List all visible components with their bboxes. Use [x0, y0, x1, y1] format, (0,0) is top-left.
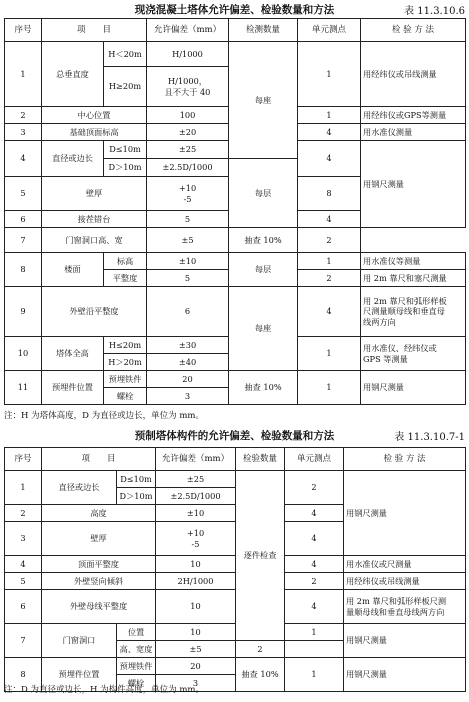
points-value: 4: [298, 124, 361, 141]
deviation-value: ±20: [147, 124, 229, 141]
method-text: 用经纬仪或GPS等测量: [361, 107, 466, 124]
deviation-value: 6: [147, 287, 229, 337]
row-number: 7: [5, 228, 42, 253]
method-text: 用水准仪等测量: [361, 253, 466, 270]
item-label: 顶面平整度: [42, 556, 156, 573]
row-number: 9: [5, 287, 42, 337]
method-text: 用经纬仪或吊线测量: [361, 42, 466, 107]
sub-item-label: 螺栓: [104, 388, 147, 405]
deviation-value: 20: [147, 371, 229, 388]
header-deviation: 允许偏差（mm）: [156, 448, 236, 471]
row-number: 10: [5, 337, 42, 371]
item-label: 预埋件位置: [42, 658, 117, 692]
table1: [4, 18, 466, 405]
sub-item-label: 标高: [104, 253, 147, 270]
sub-item-label: 位置: [117, 624, 156, 641]
points-value: 1: [298, 337, 361, 371]
deviation-line: -5: [183, 193, 192, 204]
sub-item-label: 预埋铁件: [117, 658, 156, 675]
row-number: 2: [5, 505, 42, 522]
sub-item-label: 预埋铁件: [104, 371, 147, 388]
method-line: 用 2m 靠尺和弧形样板尺测: [346, 596, 447, 607]
points-value: 4: [285, 590, 344, 624]
header-method: 检 验 方 法: [344, 448, 466, 471]
points-value: 1: [285, 658, 344, 692]
method-line: GPS 等测量: [363, 353, 408, 364]
quantity-value: 每座: [229, 42, 298, 159]
method-line: 线两方向: [363, 316, 396, 327]
row-number: 11: [5, 371, 42, 405]
table1-title: 现浇混凝土塔体允许偏差、检验数量和方法: [134, 4, 335, 16]
row-number: 4: [5, 141, 42, 177]
item-label: 总垂直度: [42, 42, 104, 107]
row-number: 8: [5, 658, 42, 692]
points-value: 4: [285, 505, 344, 522]
table-row: [5, 228, 466, 253]
row-number: 7: [5, 624, 42, 658]
method-line: 用水准仪、经纬仪或: [363, 343, 437, 354]
points-value: 2: [298, 228, 361, 253]
method-text: 用钢尺测量: [344, 658, 466, 692]
deviation-value: 3: [156, 675, 236, 692]
table1-caption: [0, 2, 469, 18]
method-line: 尺测量顺母线和垂直母: [363, 306, 445, 317]
item-label: 外壁竖向倾斜: [42, 573, 156, 590]
sub-item-label: H＜20m: [104, 42, 147, 67]
deviation-line: H/1000，: [168, 76, 207, 87]
table-row: [5, 371, 466, 388]
quantity-value: 抽查 10%: [229, 371, 298, 405]
header-quantity: 检测数量: [229, 19, 298, 42]
row-number: 2: [5, 107, 42, 124]
deviation-value: ±5: [147, 228, 229, 253]
table1-note: 注：H 为塔体高度，D 为直径或边长，单位为 mm。: [4, 411, 204, 421]
table-row: [5, 42, 466, 67]
points-value: 4: [285, 556, 344, 573]
header-item: 项 目: [42, 448, 156, 471]
table-row: [5, 556, 466, 573]
sub-item-label: D＞10m: [117, 488, 156, 505]
item-label: 外壁沿平整度: [42, 287, 147, 337]
item-label: 壁厚: [42, 522, 156, 556]
deviation-value: 10: [156, 624, 236, 641]
deviation-line: +10: [186, 528, 205, 539]
header-quantity: 检验数量: [236, 448, 285, 471]
table-row: [5, 624, 466, 641]
points-value: 1: [298, 253, 361, 270]
table2: [4, 447, 466, 692]
deviation-value: 5: [147, 211, 229, 228]
method-text: [344, 590, 466, 624]
deviation-value: ±10: [147, 253, 229, 270]
table2-title: 预制塔体构件的允许偏差、检验数量和方法: [134, 430, 335, 442]
row-number: 1: [5, 42, 42, 107]
method-text: 用钢尺测量: [344, 624, 466, 658]
row-number: 5: [5, 177, 42, 211]
header-points: 单元测点: [285, 448, 344, 471]
points-value: 2: [236, 641, 285, 658]
deviation-line: 且不大于 40: [164, 86, 211, 97]
points-value: 8: [298, 177, 361, 211]
sub-item-label: 平整度: [104, 270, 147, 287]
sub-item-label: 螺栓: [117, 675, 156, 692]
deviation-value: 10: [156, 590, 236, 624]
deviation-value: ±25: [156, 471, 236, 488]
method-text: 用水准仪或尺测量: [344, 556, 466, 573]
deviation-value: [147, 67, 229, 107]
item-label: 壁厚: [42, 177, 147, 211]
quantity-value: 抽查 10%: [229, 228, 298, 253]
item-label: 直径或边长: [42, 141, 104, 177]
method-text: 用经纬仪或吊线测量: [344, 573, 466, 590]
row-number: 8: [5, 253, 42, 287]
method-text: 用水准仪测量: [361, 124, 466, 141]
sub-item-label: H≥20m: [104, 67, 147, 107]
deviation-line: +10: [178, 183, 197, 194]
item-label: 楼面: [42, 253, 104, 287]
points-value: 2: [285, 573, 344, 590]
row-number: 3: [5, 522, 42, 556]
header-no: 序号: [5, 19, 42, 42]
deviation-value: H/1000: [147, 42, 229, 67]
row-number: 5: [5, 573, 42, 590]
sub-item-label: D≤10m: [104, 141, 147, 159]
item-label: 外壁母线平整度: [42, 590, 156, 624]
table-row: [5, 658, 466, 675]
item-label: 接茬错台: [42, 211, 147, 228]
table-row: [5, 573, 466, 590]
item-label: 塔体全高: [42, 337, 104, 371]
row-number: 4: [5, 556, 42, 573]
deviation-value: 3: [147, 388, 229, 405]
quantity-value: 每座: [229, 287, 298, 371]
deviation-value: [147, 177, 229, 211]
points-value: 1: [285, 624, 344, 641]
table-row: [5, 287, 466, 337]
sub-item-label: D＞10m: [104, 159, 147, 177]
deviation-value: ±2.5D/1000: [156, 488, 236, 505]
header-points: 单元测点: [298, 19, 361, 42]
deviation-value: 5: [147, 270, 229, 287]
deviation-value: ±2.5D/1000: [147, 159, 229, 177]
quantity-value: 每层: [229, 159, 298, 228]
item-label: 门窗洞口高、宽: [42, 228, 147, 253]
method-text: 用钢尺测量: [344, 471, 466, 556]
method-line: 量顺母线和垂直母线两方向: [346, 606, 445, 617]
sub-item-label: H＞20m: [104, 354, 147, 371]
item-label: 预埋件位置: [42, 371, 104, 405]
points-value: 4: [285, 522, 344, 556]
method-text: [361, 287, 466, 337]
table-row: [5, 590, 466, 624]
points-value: 4: [298, 211, 361, 228]
quantity-value: 抽查 10%: [236, 658, 285, 692]
quantity-value: 每层: [229, 253, 298, 287]
deviation-value: 2H/1000: [156, 573, 236, 590]
header-item: 项 目: [42, 19, 147, 42]
table2-note: 注：D 为直径或边长，H 为构件高度，单位为 mm。: [4, 685, 204, 695]
points-value: 1: [298, 107, 361, 124]
sub-item-label: H≤20m: [104, 337, 147, 354]
deviation-value: ±30: [147, 337, 229, 354]
points-value: 4: [298, 287, 361, 337]
points-value: 1: [298, 371, 361, 405]
points-value: 1: [298, 42, 361, 107]
item-label: 高度: [42, 505, 156, 522]
quantity-value: 逐件检查: [236, 471, 285, 641]
table2-caption: [0, 428, 469, 444]
row-number: 6: [5, 211, 42, 228]
deviation-value: ±25: [147, 141, 229, 159]
table2-header-row: [5, 448, 466, 471]
deviation-value: ±10: [156, 505, 236, 522]
row-number: 1: [5, 471, 42, 505]
deviation-value: [156, 522, 236, 556]
item-label: 门窗洞口: [42, 624, 117, 658]
table2-number: 表 11.3.10.7-1: [394, 432, 465, 443]
points-value: 2: [298, 270, 361, 287]
table-row: [5, 471, 466, 488]
table1-header-row: [5, 19, 466, 42]
row-number: 3: [5, 124, 42, 141]
row-number: 6: [5, 590, 42, 624]
method-line: 用 2m 靠尺和弧形样板: [363, 296, 447, 307]
sub-item-label: D≤10m: [117, 471, 156, 488]
points-value: 4: [298, 141, 361, 177]
method-text: 用钢尺测量: [361, 371, 466, 405]
header-no: 序号: [5, 448, 42, 471]
sub-item-label: 高、宽度: [117, 641, 156, 658]
deviation-value: 20: [156, 658, 236, 675]
deviation-line: -5: [191, 538, 200, 549]
method-text: 用钢尺测量: [361, 141, 466, 228]
table1-number: 表 11.3.10.6: [404, 6, 465, 17]
deviation-value: ±5: [156, 641, 236, 658]
points-value: 2: [285, 471, 344, 505]
method-text: 用 2m 靠尺和塞尺测量: [361, 270, 466, 287]
header-deviation: 允许偏差（mm）: [147, 19, 229, 42]
deviation-value: ±40: [147, 354, 229, 371]
item-label: 中心位置: [42, 107, 147, 124]
item-label: 直径或边长: [42, 471, 117, 505]
header-method: 检 验 方 法: [361, 19, 466, 42]
item-label: 基础顶面标高: [42, 124, 147, 141]
method-text: [361, 337, 466, 371]
deviation-value: 10: [156, 556, 236, 573]
deviation-value: 100: [147, 107, 229, 124]
table-row: [5, 253, 466, 270]
